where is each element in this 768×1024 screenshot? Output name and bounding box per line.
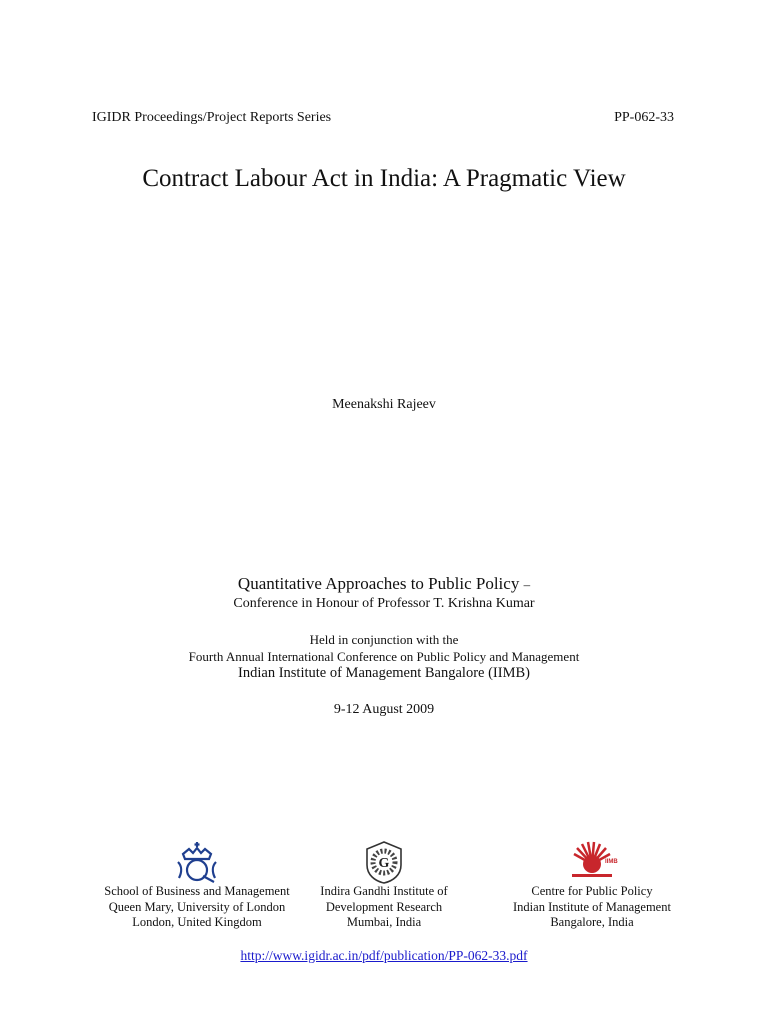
svg-text:G: G	[378, 856, 390, 871]
held-line-3: Indian Institute of Management Bangalore (IIMB)	[238, 665, 530, 681]
institution-line: Indian Institute of Management	[513, 899, 671, 914]
report-code: PP-062-33	[614, 110, 674, 125]
institution-iimb	[492, 884, 692, 931]
institution-line: Centre for Public Policy	[531, 884, 653, 898]
held-line-1: Held in conjunction with the	[309, 632, 459, 647]
iimb-logo-label: IIMB	[605, 859, 618, 865]
institution-line: School of Business and Management	[104, 884, 290, 898]
publication-link[interactable]: http://www.igidr.ac.in/pdf/publication/PP-062-33.pdf	[240, 948, 528, 963]
author-name: Meenakshi Rajeev	[332, 397, 436, 412]
institution-qmul	[92, 884, 302, 931]
conference-name-text: Quantitative Approaches to Public Policy	[237, 574, 520, 593]
institution-line: Development Research	[325, 899, 443, 914]
held-line-2: Fourth Annual International Conference on Public Policy and Management	[188, 649, 580, 664]
institution-line: Bangalore, India	[550, 915, 634, 929]
institution-line: London, United Kingdom	[132, 915, 262, 929]
institution-igidr	[300, 884, 468, 931]
conference-date: 9-12 August 2009	[333, 702, 435, 717]
iimb-logo-icon	[568, 840, 616, 884]
institution-line: Queen Mary, University of London	[108, 899, 286, 914]
conference-name	[0, 574, 768, 594]
document-title: Contract Labour Act in India: A Pragmatic View	[142, 165, 626, 192]
publication-url	[0, 948, 768, 964]
igidr-logo-icon	[362, 840, 406, 884]
institution-line: Indira Gandhi Institute of	[320, 884, 448, 898]
crown-q-logo-icon	[174, 840, 220, 884]
series-label: IGIDR Proceedings/Project Reports Series	[92, 110, 332, 125]
held-block	[0, 631, 768, 682]
conference-subtitle: Conference in Honour of Professor T. Krishna Kumar	[233, 596, 535, 611]
institution-line: Mumbai, India	[346, 915, 422, 929]
conference-dash: –	[523, 577, 531, 592]
